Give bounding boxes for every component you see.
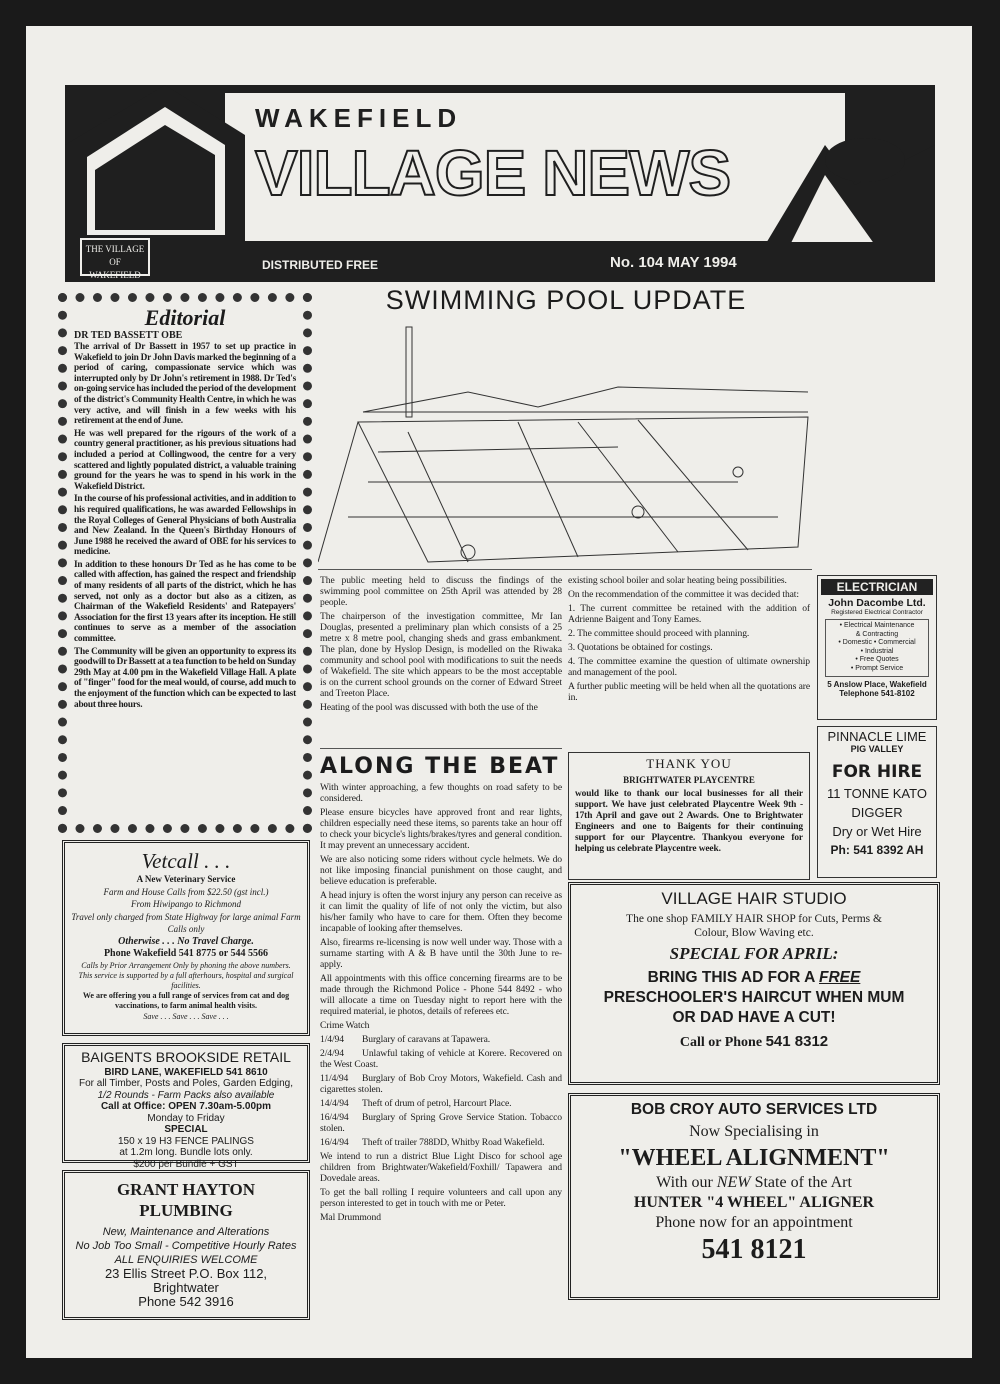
hair-desc: The one shop FAMILY HAIR SHOP for Cuts, Perms & Colour, Blow Waving etc. [626,913,882,939]
electrician-phone: Telephone 541-8102 [839,688,915,698]
vetcall-line: We are offering you a full range of services from cat and dog vaccinations, to farm animal health visits. [82,990,290,1010]
crime-entry [320,1034,562,1045]
hair-call: Call or Phone [679,1035,766,1050]
crime-desc: Burglary of caravans at Tapawera. [362,1034,491,1045]
masthead-wakefield: WAKEFIELD [255,103,463,133]
pool-paragraph: The chairperson of the investigation committee, Mr Ian Douglas, presented a preliminary plan which consists of a 25 metre x 8 metre pool, changing sheds and grass embankment. The plan, done by Hyslop Design, is modelled on the Riwaka community and school pool with modifications to suit the needs of Wakefield. The site which appears to be the most acceptable is on the current school grounds on the corner of Edward Street and Treeton Place. [320,611,562,699]
grant-hayton-ad [62,1170,310,1320]
crime-date: 2/4/94 [320,1048,344,1059]
vetcall-title: Vetcall . . . [141,849,231,873]
pinnacle-line: Dry or Wet Hire [832,824,922,839]
bob-title: BOB CROY AUTO SERVICES LTD [630,1101,878,1118]
pinnacle-line: Ph: 541 8392 AH [830,843,924,857]
thanks-title: THANK YOU [646,756,732,771]
editorial-paragraph: He was well prepared for the rigours of the work of a country general practitioner, as his previous situations had included a period at Collingwood, the centre for a very scattered and lightly populated district, a valuable training ground for the years he was to spend in his work in the Wakefield District. [74,428,296,492]
sign-line: THE VILLAGE OF [85,244,145,267]
beat-paragraph: Please ensure bicycles have approved front and rear lights, children especially need these items, so parents take an hour off to check your bicycle's lights/brakes/tyres and general condition. It may prevent an unnecessary accident. [320,807,562,851]
vetcall-ad [62,840,310,1036]
vetcall-line: Save . . . Save . . . Save . . . [143,1011,229,1021]
pool-headline: SWIMMING POOL UPDATE [385,285,747,315]
bob-line: With our [656,1174,717,1191]
electrician-service: • Prompt Service [850,664,904,672]
crime-desc: Burglary of Spring Grove Service Station. Tobacco stolen. [320,1112,562,1134]
thanks-org: BRIGHTWATER PLAYCENTRE [623,775,755,785]
village-sign [80,238,150,280]
editorial-paragraph: The Community will be given an opportunity to express its goodwill to Dr Bassett at a tea function to be held on Sunday 29th May at 4.00 pm in the Wakefield Village Hall. A plate of "finger" food for the meal would, of course, add much to the enjoyment of the function which can be expected to last about three hours. [74,646,296,710]
beat-paragraph: To get the ball rolling I require volunteers and call upon any person interested to get in touch with me or Peter. [320,1187,562,1209]
crime-entry [320,1073,562,1095]
vetcall-line: Phone Wakefield 541 8775 or 544 5566 [103,948,269,959]
vetcall-line: A New Veterinary Service [136,874,236,884]
sign-line: WAKEFIELD [89,270,141,280]
village-hair-studio-ad [568,882,940,1085]
hair-offer-text: BRING THIS AD FOR A [647,969,819,986]
vetcall-line: Travel only charged from State Highway for large animal Farm Calls only [71,911,301,934]
pinnacle-title: PINNACLE LIME [827,729,927,744]
pool-paragraph: Heating of the pool was discussed with both the use of the [320,702,538,713]
baigents-line: $200 per Bundle + GST [133,1158,239,1170]
crime-date: 16/4/94 [320,1112,349,1123]
pool-paragraph: The public meeting held to discuss the findings of the swimming pool committee on 25th April was attended by 28 people. [320,575,562,608]
crime-date: 14/4/94 [320,1098,349,1109]
crime-entry [320,1137,562,1148]
bob-line: State of the Art [750,1174,852,1191]
crime-entry [320,1112,562,1134]
hair-offer-text: PRESCHOOLER'S HAIRCUT WHEN MUM OR DAD HAVE A CUT! [603,989,905,1026]
bob-line: Now Specialising in [689,1123,819,1140]
baigents-line: For all Timber, Posts and Poles, Garden Edging, [79,1078,293,1089]
hair-special: SPECIAL FOR APRIL: [669,944,839,963]
grant-line: No Job Too Small - Competitive Hourly Rates [75,1240,297,1252]
pool-paragraph: existing school boiler and solar heating being possibilities. [568,575,787,586]
hair-title: VILLAGE HAIR STUDIO [661,889,847,908]
crime-entry [320,1098,562,1109]
pool-illustration [318,322,812,570]
beat-article [320,782,562,1226]
grant-title: GRANT HAYTON PLUMBING [116,1180,256,1220]
electrician-service: • Free Quotes [855,656,899,664]
crime-date: 11/4/94 [320,1073,349,1084]
beat-paragraph: Also, firearms re-licensing is now well under way. Those with a surname starting with A & B have until the 30th June to re-apply. [320,937,562,970]
electrician-address: 5 Anslow Place, Wakefield [827,679,927,689]
pool-paragraph: 2. The committee should proceed with planning. [568,628,750,639]
issue-info: No. 104 MAY 1994 [610,254,737,271]
beat-paragraph: With winter approaching, a few thoughts on road safety to be considered. [320,782,562,804]
pinnacle-line: DIGGER [851,805,903,820]
electrician-company: John Dacombe Ltd. [828,597,926,609]
baigents-line: BIRD LANE, WAKEFIELD 541 8610 [104,1066,268,1078]
beat-paragraph: We intend to run a district Blue Light Disco for school age children from Brightwater/Wakefield/Foxhill/ Tapawera and Dovedale areas. [320,1151,562,1184]
bob-phone: 541 8121 [701,1234,807,1265]
vetcall-line: Calls by Prior Arrangement Only by phoning the above numbers. [81,960,291,970]
grant-line: Phone 542 3916 [138,1294,234,1309]
beat-paragraph: All appointments with this office concerning firearms are to be made through the Richmond Police - Phone 544 8492 - who will allocate a time on Tuesday night to report here with the required material, ie photos, details of referees etc. [320,973,562,1017]
crime-entry [320,1048,562,1070]
pool-paragraph: 1. The current committee be retained with the addition of Adrienne Baigent and Tony Eames. [568,603,810,625]
baigents-line: 150 x 19 H3 FENCE PALINGS [118,1135,254,1147]
beat-paragraph: A head injury is often the worst injury any person can receive as it can limit the quality of life of not only the victim, but also his/her family who have to care for them. Often they become incapable of looking after themselves. [320,890,562,934]
bob-new: NEW [716,1174,751,1191]
vetcall-line: Farm and House Calls from $22.50 (gst incl.) [103,886,269,897]
crime-date: 16/4/94 [320,1137,349,1148]
vetcall-line: Otherwise . . . No Travel Charge. [118,935,254,947]
vetcall-line: This service is supported by a full afterhours, hospital and surgical facilities. [78,970,294,990]
pool-paragraph: On the recommendation of the committee it was decided that: [568,589,799,600]
baigents-line: 1/2 Rounds - Farm Packs also available [97,1089,275,1101]
electrician-title: ELECTRICIAN [821,579,933,595]
hair-phone: 541 8312 [765,1033,829,1050]
thank-you-ad [568,752,810,880]
grant-line: Brightwater [153,1280,219,1295]
pool-article-col1 [320,575,562,716]
bob-croy-ad [568,1093,940,1300]
baigents-line: SPECIAL [164,1124,208,1135]
electrician-service: & Contracting [855,630,899,638]
grant-line: ALL ENQUIRIES WELCOME [114,1254,258,1266]
crime-date: 1/4/94 [320,1034,344,1045]
editorial-box [58,293,312,833]
baigents-line: at 1.2m long. Bundle lots only. [119,1147,253,1158]
baigents-line: Call at Office: OPEN 7.30am-5.00pm [100,1101,272,1112]
divider [320,748,562,749]
beat-paragraph: Mal Drummond [320,1212,381,1223]
pool-paragraph: A further public meeting will be held when all the quotations are in. [568,681,810,703]
hair-offer [575,968,933,1028]
editorial-subheading: DR TED BASSETT OBE [74,330,183,341]
pool-drawing-icon [318,322,812,570]
pinnacle-line: 11 TONNE KATO [827,786,927,801]
baigents-ad [62,1043,310,1170]
pinnacle-sub: PIG VALLEY [850,744,904,754]
bob-wheel-alignment: "WHEEL ALIGNMENT" [618,1145,890,1171]
editorial-paragraph: The arrival of Dr Bassett in 1957 to set up practice in Wakefield to join Dr John Davis marked the beginning of a period of caring, compassionate service which was interrupted only by Dr John's retirement in 1988. Dr Ted's on-going service has included the period of the development of the district's Community Health Centre, in which he was very active, and will finish in a few weeks with his retirement at the end of June. [74,342,296,427]
electrician-service: • Industrial [860,647,894,655]
masthead-title: VILLAGE NEWS [255,137,731,209]
grant-line: New, Maintenance and Alterations [102,1226,270,1238]
beat-headline: ALONG THE BEAT [320,754,560,779]
thanks-body: would like to thank our local businesses for all their support. We have just celebrated Playcentre Week 9th - 17th April and gave out 2 Awards. One to Brightwater Engineers and one to Baigents for their continuing support for our Playcentre. Thankyou everyone for helping us celebrate Playcentre week. [575,789,803,854]
distributed-free: DISTRIBUTED FREE [262,258,379,272]
baigents-title: BAIGENTS BROOKSIDE RETAIL [81,1049,291,1065]
electrician-service: • Domestic • Commercial [838,639,916,647]
hair-free: FREE [819,969,861,986]
crime-desc: Unlawful taking of vehicle at Korere. Recovered on the West Coast. [320,1048,562,1070]
pool-article-col2 [568,575,810,706]
electrician-ad [817,575,937,720]
vetcall-line: From Hiwipango to Richmond [131,899,241,909]
pinnacle-hire: FOR HIRE [831,762,923,782]
editorial-body [74,342,296,710]
pool-paragraph: 4. The committee examine the question of ultimate ownership and management of the pool. [568,656,810,678]
crime-desc: Theft of drum of petrol, Harcourt Place. [362,1098,512,1109]
grant-line: 23 Ellis Street P.O. Box 112, [104,1266,268,1281]
editorial-heading: Editorial [144,305,226,330]
beat-paragraph: We are also noticing some riders without cycle helmets. We do not like imposing financial punishment on those caught, and believe education is preferable. [320,854,562,887]
crime-desc: Theft of trailer 788DD, Whitby Road Wakefield. [362,1137,545,1148]
beat-paragraph: Crime Watch [320,1020,370,1031]
bob-aligner: HUNTER "4 WHEEL" ALIGNER [633,1194,875,1211]
crime-desc: Burglary of Bob Croy Motors, Wakefield. Cash and cigarettes stolen. [320,1073,562,1095]
electrician-sub: Registered Electrical Contractor [831,609,923,616]
pinnacle-lime-ad [817,726,937,878]
editorial-paragraph: In the course of his professional activities, and in addition to his required qualifications, he was awarded Fellowships in the Royal Colleges of General Physicians of both Australia and New Zealand. In the Queen's Birthday Honours of June 1988 he received the award of OBE for his services to medicine. [74,494,296,558]
baigents-line: Monday to Friday [147,1112,225,1124]
electrician-service: • Electrical Maintenance [839,622,915,629]
bob-line: Phone now for an appointment [655,1214,853,1231]
editorial-paragraph: In addition to these honours Dr Ted as he has come to be called with affection, has gained the respect and friendship of many residents of all parts of the district, which he has served, not only as a doctor but also as a citizen, as Chairman of the Wakefield Residents' and Ratepayers' Association for the first 13 years after its inception. He still continues to serve as a member of the association committee. [74,559,296,645]
pool-paragraph: 3. Quotations be obtained for costings. [568,642,713,653]
